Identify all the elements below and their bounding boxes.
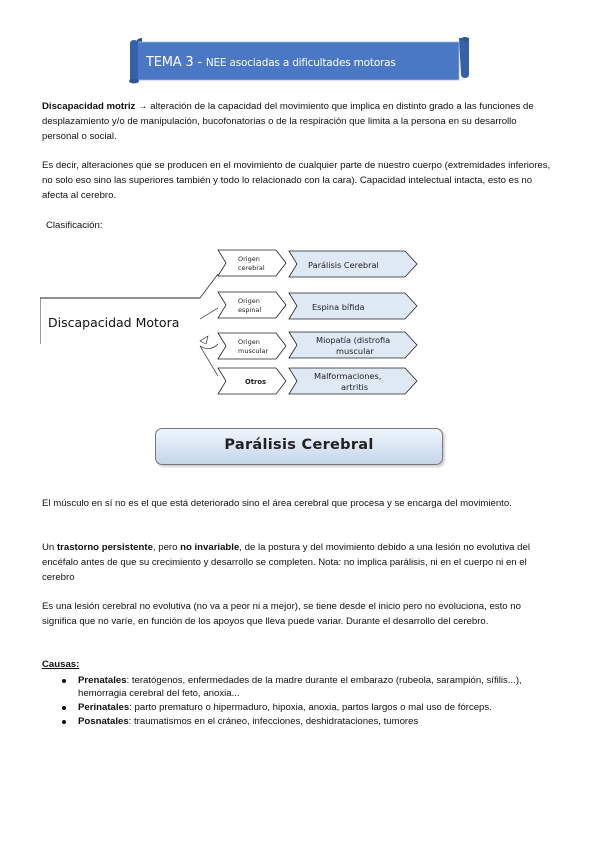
arrow-head: [200, 336, 208, 344]
result-malformaciones-line1: Malformaciones,: [314, 371, 382, 381]
cause-label: Prenatales: [78, 674, 127, 686]
list-item: [42, 674, 562, 701]
explanation-text: Es decir, alteraciones que se producen en el movimiento de cualquier parte de nuestro cuerpo (extremidades inferiores, no solo eso sino las superiores también y todo lo relacionado con la cara). Capacidad intelectual intacta, esto es no afecta al cerebro.: [42, 160, 551, 201]
origin-otros-label: Otros: [245, 378, 267, 386]
origin-chevron-muscular: [218, 333, 286, 359]
classification-label: [46, 219, 103, 234]
causes-heading: Causas:: [42, 659, 80, 670]
definition-paragraph: [42, 100, 554, 144]
origin-chevron-cerebral: [218, 250, 286, 276]
cause-text: : traumatismos en el cráneo, infecciones, deshidrataciones, tumores: [128, 715, 419, 727]
list-item: [42, 701, 562, 715]
connector-cerebral: [200, 274, 218, 298]
connector-muscular: [200, 344, 218, 349]
title-text: [146, 51, 396, 70]
root-label: Discapacidad Motora: [48, 315, 180, 330]
origin-cerebral-line1: Origen: [238, 255, 260, 263]
cause-label: Posnatales: [78, 715, 129, 727]
origin-espinal-line2: espinal: [238, 306, 262, 314]
cause-label: Perinatales: [78, 701, 130, 713]
cause-text: : teratógenos, enfermedades de la madre durante el embarazo (rubeola, sarampión, sífilis...), hemorragia cerebral del feto, anoxia...: [78, 674, 522, 700]
tema-label: TEMA 3 -: [146, 55, 206, 70]
paragraph-3: [42, 600, 554, 630]
result-paralisis-label: Parálisis Cerebral: [308, 260, 379, 270]
section-title: Parálisis Cerebral: [224, 437, 374, 453]
definition-arrow: →: [135, 101, 151, 112]
origin-muscular-line2: muscular: [238, 347, 268, 355]
p2-rest: , de la postura y del movimiento debido a una lesión no evolutiva del encéfalo antes de que su crecimiento y desarrollo se completen. Nota: no implica parálisis, ni en el cuerpo ni en el cerebro: [42, 542, 530, 583]
causes-section: [42, 658, 562, 728]
paragraph-1: [42, 497, 554, 512]
connector-otros: [200, 346, 218, 376]
result-miopatia-line2: muscular: [336, 346, 374, 356]
cause-text: : parto prematuro o hipermaduro, hipoxia, anoxia, partos largos o mal uso de fórceps.: [129, 701, 492, 713]
connector-espinal: [200, 308, 218, 319]
paragraph-1-text: El músculo en sí no es el que está deteriorado sino el área cerebral que procesa y se encarga del movimiento.: [42, 498, 512, 509]
result-malformaciones-line2: artritis: [341, 382, 368, 392]
origin-cerebral-line2: cerebral: [238, 264, 265, 272]
origin-muscular-line1: Origen: [238, 338, 260, 346]
explanation-paragraph: [42, 159, 554, 203]
paragraph-3-text: Es una lesión cerebral no evolutiva (no va a peor ni a mejor), se tiene desde el inicio pero no evoluciona, esto no significa que no varíe, en función de los apoyos que lleva puede variar. Durante el desarrollo del cerebro.: [42, 601, 521, 627]
definition-text: alteración de la capacidad del movimiento que implica en distinto grado a las funciones de desplazamiento y/o de manipulación, bucofonatorias o de la respiración que limita a la persona en su desarrollo personal o social.: [42, 101, 534, 142]
definition-term: Discapacidad motriz: [42, 101, 136, 112]
classification-diagram: [40, 244, 440, 404]
section-title-box: [155, 428, 443, 465]
classification-text: Clasificación:: [46, 220, 103, 231]
p2-mid: , pero: [152, 542, 181, 553]
result-miopatia-line1: Miopatía (distrofia: [316, 335, 391, 345]
tema-subtitle: NEE asociadas a dificultades motoras: [205, 57, 396, 69]
p2-prefix: Un: [42, 542, 57, 553]
list-item: [42, 715, 562, 729]
causes-list: [42, 674, 562, 728]
p2-bold-invariable: no invariable: [180, 542, 240, 553]
result-espina-label: Espina bífida: [312, 302, 365, 312]
paragraph-2: [42, 541, 554, 585]
diagram-svg: [40, 244, 440, 404]
title-banner: [128, 36, 473, 84]
p2-bold-persistente: trastorno persistente: [56, 542, 153, 553]
origin-chevron-espinal: [218, 292, 286, 318]
origin-espinal-line1: Origen: [238, 297, 260, 305]
